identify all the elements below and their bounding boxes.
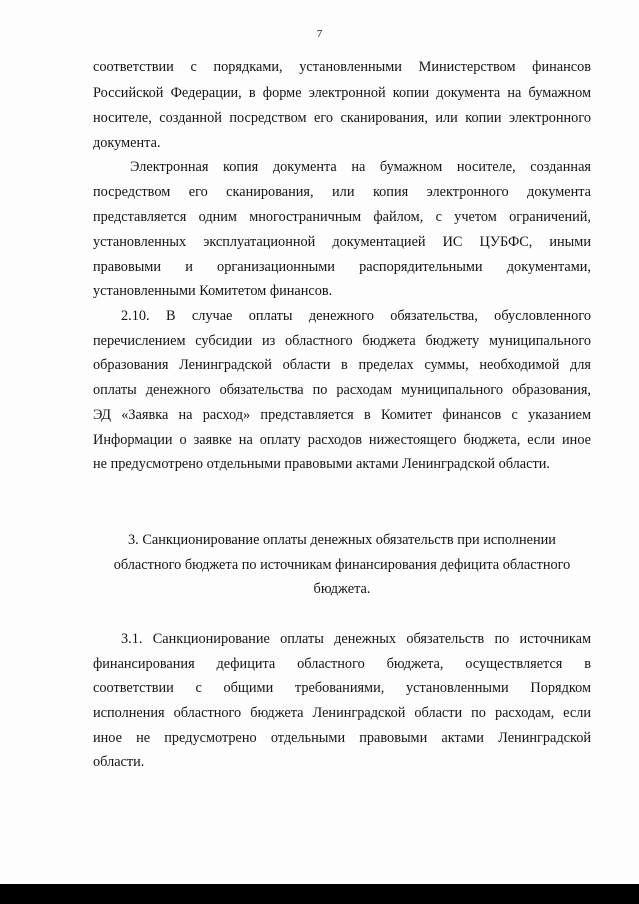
paragraph-line: Электронная копия документа на бумажном носителе, созданная — [130, 159, 591, 175]
paragraph-line: правовыми и организационными распорядительными документами, — [93, 259, 591, 275]
paragraph-line: исполнения областного бюджета Ленинградской области по расходам, если — [93, 705, 591, 721]
paragraph-line: 3.1. Санкционирование оплаты денежных обязательств по источникам — [121, 631, 591, 647]
paragraph-line: 2.10. В случае оплаты денежного обязательства, обусловленного — [121, 308, 591, 324]
paragraph-line: документа. — [93, 135, 161, 151]
section-heading-line: 3. Санкционирование оплаты денежных обязательств при исполнении — [128, 532, 556, 548]
paragraph-line: Информации о заявке на оплату расходов нижестоящего бюджета, если иное — [93, 432, 591, 448]
paragraph-line: области. — [93, 754, 145, 770]
paragraph-line: установленными Комитетом финансов. — [93, 283, 333, 299]
paragraph-line: соответствии с общими требованиями, установленными Порядком — [93, 680, 591, 696]
paragraph-line: посредством его сканирования, или копия электронного документа — [93, 184, 591, 200]
paragraph-line: не предусмотрено отдельными правовыми актами Ленинградской области. — [93, 456, 550, 472]
paragraph-line: соответствии с порядками, установленными Министерством финансов — [93, 59, 591, 75]
section-heading-line: областного бюджета по источникам финансирования дефицита областного — [113, 557, 571, 573]
paragraph-line: иное не предусмотрено отдельными правовыми актами Ленинградской — [93, 730, 591, 746]
paragraph-line: носителе, созданной посредством его сканирования, или копии электронного — [93, 110, 591, 126]
paragraph-line: ЭД «Заявка на расход» представляется в Комитет финансов с указанием — [93, 407, 591, 423]
page-number: 7 — [316, 28, 323, 40]
scan-border-bar — [0, 884, 639, 904]
paragraph-line: Российской Федерации, в форме электронной копии документа на бумажном — [93, 85, 591, 101]
paragraph-line: оплаты денежного обязательства по расходам муниципального образования, — [93, 382, 591, 398]
section-heading-line: бюджета. — [313, 581, 371, 597]
paragraph-line: образования Ленинградской области в пределах суммы, необходимой для — [93, 357, 591, 373]
paragraph-line: перечислением субсидии из областного бюджета бюджету муниципального — [93, 333, 591, 349]
paragraph-line: финансирования дефицита областного бюджета, осуществляется в — [93, 656, 591, 672]
paragraph-line: представляется одним многостраничным файлом, с учетом ограничений, — [93, 209, 591, 225]
paragraph-line: установленных эксплуатационной документацией ИС ЦУБФС, иными — [93, 234, 591, 250]
